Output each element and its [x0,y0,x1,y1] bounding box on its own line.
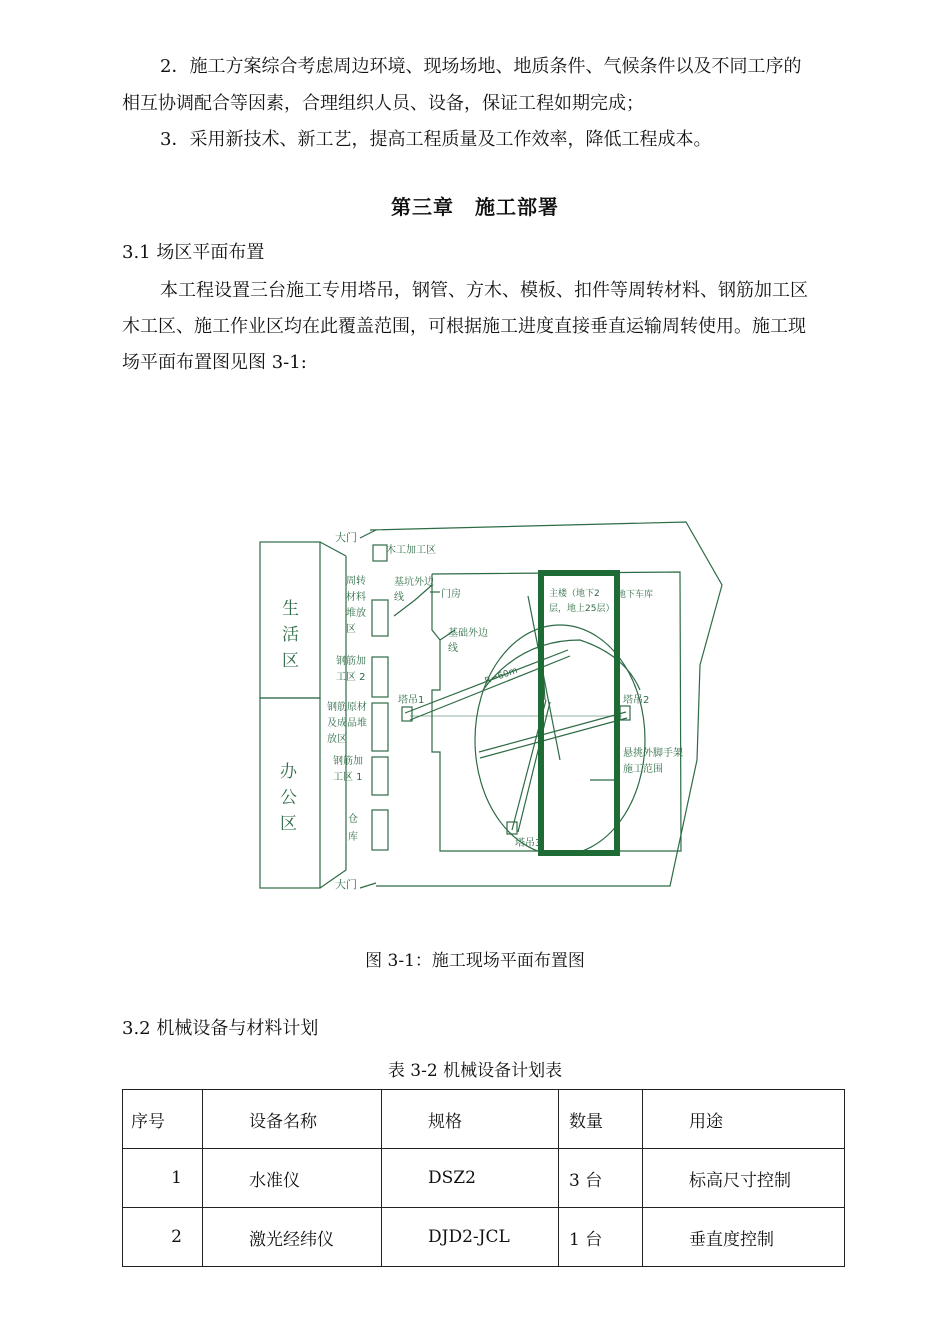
row-1-index: 1 [123,1149,203,1208]
row-1-name: 水准仪 [203,1149,382,1208]
rebar-area-2-label-2: 工区 2 [336,672,366,683]
warehouse-label-1: 仓 [348,814,358,825]
row-2-usage: 垂直度控制 [643,1208,845,1267]
section-3-1-heading: 3.1 场区平面布置 [122,242,265,263]
rebar-stock-label-3: 放区 [327,734,347,745]
col-header-name: 设备名称 [203,1090,382,1149]
row-2-name: 激光经纬仪 [203,1208,382,1267]
table-row [123,1149,845,1208]
figure-caption: 图 3-1：施工现场平面布置图 [365,951,585,971]
living-area-label-2: 活 [282,625,299,645]
basement-label: 地下车库 [617,590,654,600]
row-2-qty: 1 台 [559,1208,643,1267]
row-2-spec: DJD2-JCL [382,1208,559,1267]
section-3-1-para-line-2: 木工区、施工作业区均在此覆盖范围，可根据施工进度直接垂直运输周转使用。施工现 [122,316,806,337]
section-3-2-heading: 3.2 机械设备与材料计划 [122,1018,319,1039]
gate-bottom-label: 大门 [335,878,357,891]
foundation-line-label-1: 基础外边 [448,628,488,639]
office-area-label-2: 公 [280,788,297,808]
office-area-label-1: 办 [280,762,297,782]
col-header-usage: 用途 [643,1090,845,1149]
chapter-title: 第三章 施工部署 [391,195,559,219]
radius-label: R=60m [483,665,519,687]
row-1-usage: 标高尺寸控制 [643,1149,845,1208]
rebar-stock-label-2: 及成品堆 [327,718,367,729]
rebar-area-2-label-1: 钢筋加 [336,656,366,667]
living-area-label-1: 生 [282,599,299,619]
turnover-area-label-4: 区 [346,624,356,635]
scaffold-label-2: 施工范围 [623,764,663,775]
equipment-table [122,1089,845,1267]
row-1-qty: 3 台 [559,1149,643,1208]
row-1-spec: DSZ2 [382,1149,559,1208]
crane-1-label: 塔吊1 [398,695,425,706]
item-3: 3．采用新技术、新工艺，提高工程质量及工作效率，降低工程成本。 [160,129,712,150]
rebar-stock-label-1: 钢筋原材 [327,702,367,713]
rebar-area-1-label-1: 钢筋加 [333,756,363,767]
item-2-line-1: 2．施工方案综合考虑周边环境、现场场地、地质条件、气候条件以及不同工序的 [160,56,802,77]
col-header-index: 序号 [123,1090,203,1149]
col-header-spec: 规格 [382,1090,559,1149]
main-building-label-2: 层，地上25层） [549,604,615,614]
living-area-label-3: 区 [282,651,299,671]
rebar-area-1-label-2: 工区 1 [333,772,363,783]
warehouse-label-2: 库 [348,832,358,843]
section-3-1-para-line-3: 场平面布置图见图 3-1: [122,352,307,373]
wood-area-label: 木工加工区 [386,545,436,556]
turnover-area-label-2: 材料 [346,592,366,603]
col-header-qty: 数量 [559,1090,643,1149]
turnover-area-label-1: 周转 [346,576,366,587]
table-row [123,1208,845,1267]
section-3-1-para-line-1: 本工程设置三台施工专用塔吊，钢管、方木、模板、扣件等周转材料、钢筋加工区 [160,280,808,301]
main-building-label-1: 主楼（地下2 [549,589,600,599]
crane-2-label: 塔吊2 [623,695,650,706]
crane-3-label: 塔吊3 [515,838,542,849]
office-area-label-3: 区 [280,814,297,834]
turnover-area-label-3: 堆放 [346,608,366,619]
gate-top-label: 大门 [335,531,357,544]
foundation-line-label-2: 线 [448,643,458,654]
guard-room-label: 门房 [441,589,461,600]
item-2-line-2: 相互协调配合等因素，合理组织人员、设备，保证工程如期完成； [122,93,644,114]
pit-line-label-1: 基坑外边 [394,577,434,588]
scaffold-label-1: 悬挑外脚手架 [623,748,683,759]
site-layout-plan [250,515,730,895]
table-title: 表 3-2 机械设备计划表 [387,1061,563,1081]
pit-line-label-2: 线 [394,592,404,603]
row-2-index: 2 [123,1208,203,1267]
table-header-row [123,1090,845,1149]
